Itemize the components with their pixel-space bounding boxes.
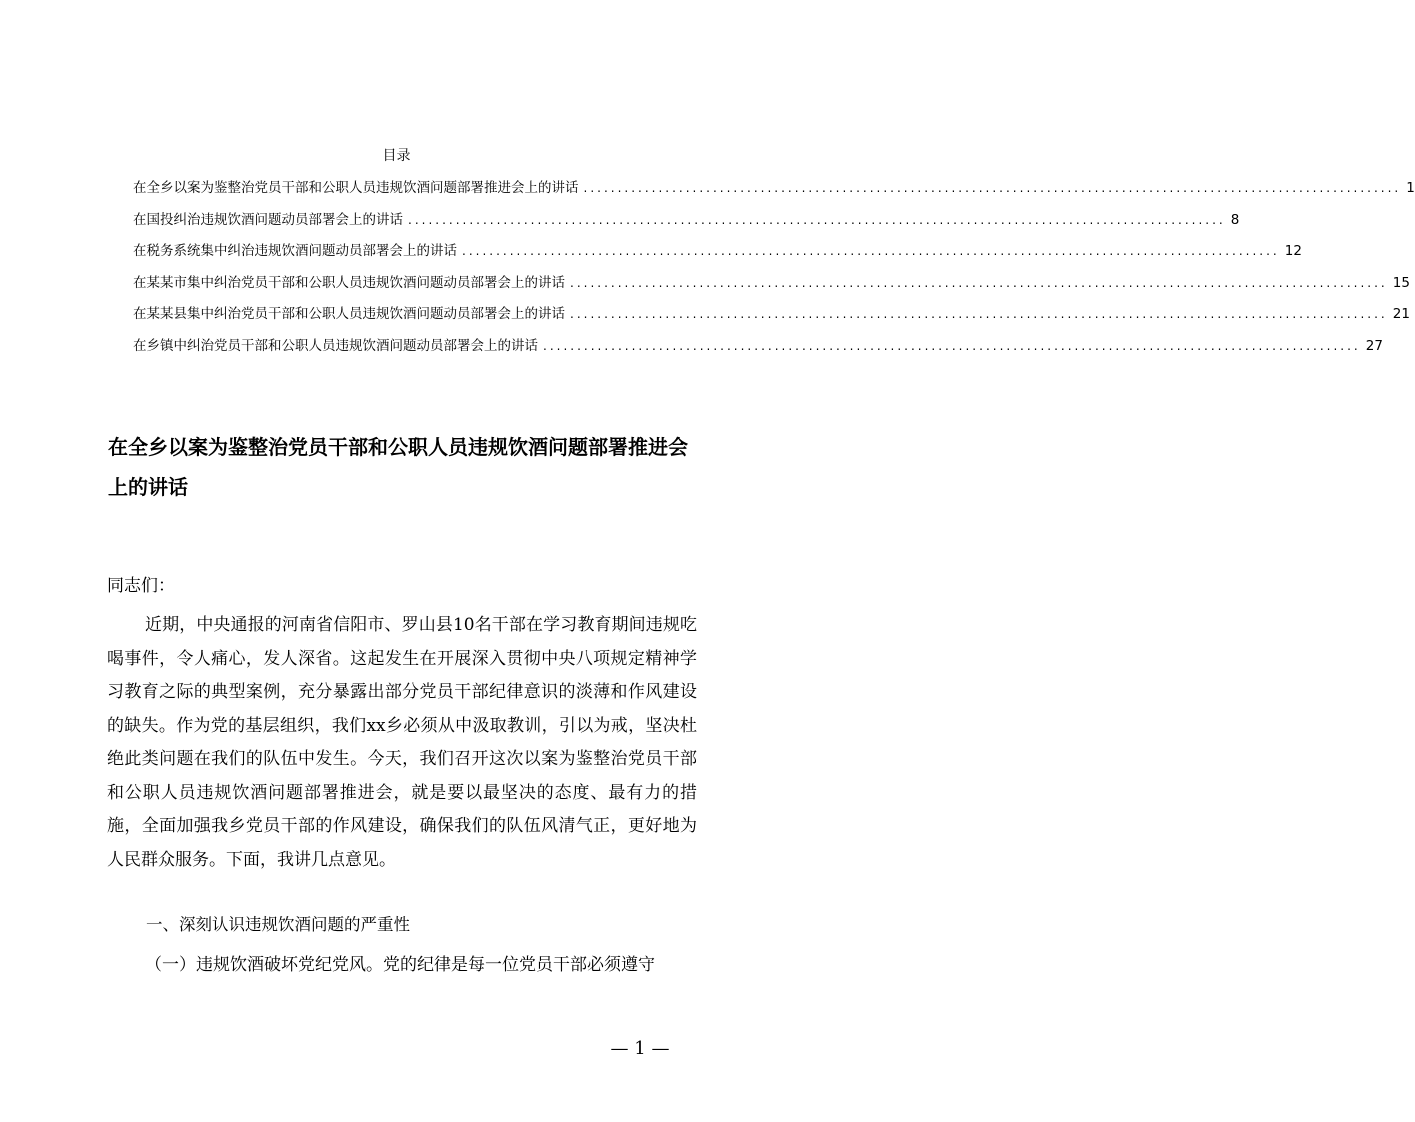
toc-entry-page: 27 [1365, 337, 1383, 354]
toc-entry-page: 8 [1230, 211, 1240, 228]
toc-entry-page: 1 [1406, 180, 1415, 196]
toc-entry-title: 在全乡以案为鉴整治党员干部和公职人员违规饮酒问题部署推进会上的讲话 [133, 180, 579, 196]
salutation: 同志们： [107, 576, 175, 596]
page-number: — 1 — [610, 1038, 670, 1059]
toc-entry[interactable] [133, 239, 1302, 271]
intro-paragraph: 近期，中央通报的河南省信阳市、罗山县10名干部在学习教育期间违规吃喝事件，令人痛心，发人深省。这起发生在开展深入贯彻中央八项规定精神学习教育之际的典型案例，充分暴露出部分党员干部纪律意识的淡薄和作风建设的缺失。作为党的基层组织，我们xx乡必须从中汲取教训，引以为戒，坚决杜绝此类问题在我们的队伍中发生。今天，我们召开这次以案为鉴整治党员干部和公职人员违规饮酒问题部署推进会，就是要以最坚决的态度、最有力的措施，全面加强我乡党员干部的作风建设，确保我们的队伍风清气正，更好地为人民群众服务。下面，我讲几点意见。 [107, 615, 697, 870]
toc-entry[interactable] [133, 302, 1410, 334]
toc-entry[interactable] [133, 334, 1383, 366]
toc-entry-title: 在国投纠治违规饮酒问题动员部署会上的讲话 [133, 211, 403, 228]
toc-title: 目录 [382, 148, 411, 164]
toc-entry-page: 15 [1392, 274, 1410, 291]
table-of-contents [133, 176, 1415, 366]
toc-entry-title: 在税务系统集中纠治违规饮酒问题动员部署会上的讲话 [133, 243, 457, 260]
toc-entry-title: 在某某县集中纠治党员干部和公职人员违规饮酒问题动员部署会上的讲话 [133, 306, 565, 323]
document-title: 在全乡以案为鉴整治党员干部和公职人员违规饮酒问题部署推进会上的讲话 [108, 435, 688, 499]
subsection-paragraph [107, 953, 697, 977]
toc-entry[interactable] [133, 208, 1240, 240]
toc-leader-dots: ........................................................................................................................ [462, 244, 1280, 259]
toc-entry-title: 在乡镇中纠治党员干部和公职人员违规饮酒问题动员部署会上的讲话 [133, 337, 538, 354]
toc-entry-title: 在某某市集中纠治党员干部和公职人员违规饮酒问题动员部署会上的讲话 [133, 274, 565, 291]
section-heading: 一、深刻认识违规饮酒问题的严重性 [146, 915, 410, 934]
toc-leader-dots: ........................................................................................................................ [583, 181, 1402, 195]
toc-entry-page: 21 [1392, 306, 1410, 323]
toc-entry[interactable] [133, 176, 1415, 208]
subsection-heading: （一）违规饮酒破坏党纪党风。 [145, 955, 383, 975]
toc-entry[interactable] [133, 271, 1410, 303]
toc-leader-dots: ........................................................................................................................ [570, 275, 1388, 290]
toc-leader-dots: ........................................................................................................................ [408, 212, 1226, 227]
toc-leader-dots: ........................................................................................................................ [570, 307, 1388, 322]
subsection-text: 党的纪律是每一位党员干部必须遵守 [383, 955, 655, 975]
toc-entry-page: 12 [1284, 243, 1302, 260]
toc-leader-dots: ........................................................................................................................ [543, 338, 1361, 353]
